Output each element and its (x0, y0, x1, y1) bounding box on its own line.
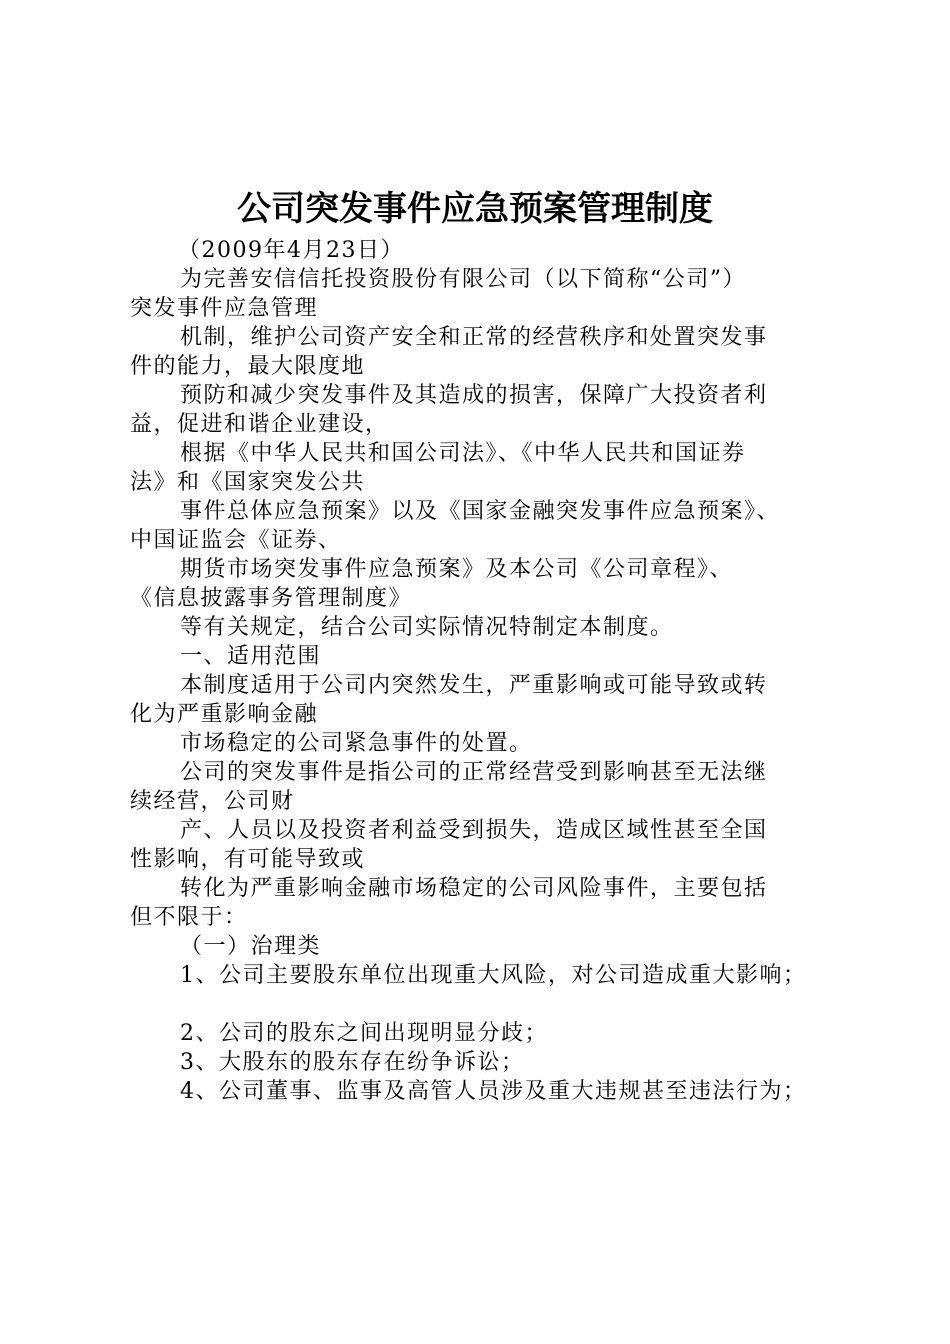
paragraph-line: 续经营，公司财 (130, 789, 295, 814)
paragraph-line: 等有关规定，结合公司实际情况特制定本制度。 (180, 615, 674, 640)
section-heading: 一、适用范围 (180, 644, 322, 669)
paragraph-line: 公司的突发事件是指公司的正常经营受到影响甚至无法继 (180, 760, 768, 785)
document-title: 公司突发事件应急预案管理制度 (237, 189, 713, 229)
paragraph-line: 《信息披露事务管理制度》 (130, 586, 413, 611)
paragraph-line: 转化为严重影响金融市场稳定的公司风险事件，主要包括 (180, 876, 768, 901)
paragraph-line: 期货市场突发事件应急预案》及本公司《公司章程》、 (180, 557, 734, 582)
paragraph-line: 性影响，有可能导致或 (130, 847, 366, 872)
list-item: 4、公司董事、监事及高管人员涉及重大违规甚至违法行为； (180, 1079, 807, 1104)
paragraph-line: 化为严重影响金融 (130, 702, 319, 727)
paragraph-line: 预防和减少突发事件及其造成的损害，保障广大投资者利 (180, 383, 768, 408)
paragraph-line: 突发事件应急管理 (130, 296, 319, 321)
paragraph-line: 产、人员以及投资者利益受到损失，造成区域性甚至全国 (180, 818, 768, 843)
document-body (130, 236, 850, 1106)
paragraph-line: 件的能力，最大限度地 (130, 354, 366, 379)
paragraph-line: 为完善安信信托投资股份有限公司（以下简称“公司”） (180, 267, 746, 292)
paragraph-line: 法》和《国家突发公共 (130, 470, 366, 495)
list-item: 2、公司的股东之间出现明显分歧； (180, 1021, 548, 1046)
list-item: 1、公司主要股东单位出现重大风险，对公司造成重大影响； (180, 963, 807, 988)
paragraph-line: 事件总体应急预案》以及《国家金融突发事件应急预案》、 (180, 499, 781, 524)
paragraph-line: 中国证监会《证券、 (130, 528, 342, 553)
paragraph-line: 根据《中华人民共和国公司法》、《中华人民共和国证券 (180, 441, 746, 466)
paragraph-line: 益，促进和谐企业建设， (130, 412, 389, 437)
document-date: （2009年4月23日） (178, 238, 404, 263)
paragraph-line: 市场稳定的公司紧急事件的处置。 (180, 731, 533, 756)
paragraph-line: 但不限于： (130, 905, 248, 930)
subsection-heading: （一）治理类 (180, 934, 322, 959)
list-item: 3、大股东的股东存在纷争诉讼； (180, 1050, 525, 1075)
blank-line (130, 990, 850, 1019)
paragraph-line: 本制度适用于公司内突然发生，严重影响或可能导致或转 (180, 673, 768, 698)
paragraph-line: 机制，维护公司资产安全和正常的经营秩序和处置突发事 (180, 325, 768, 350)
